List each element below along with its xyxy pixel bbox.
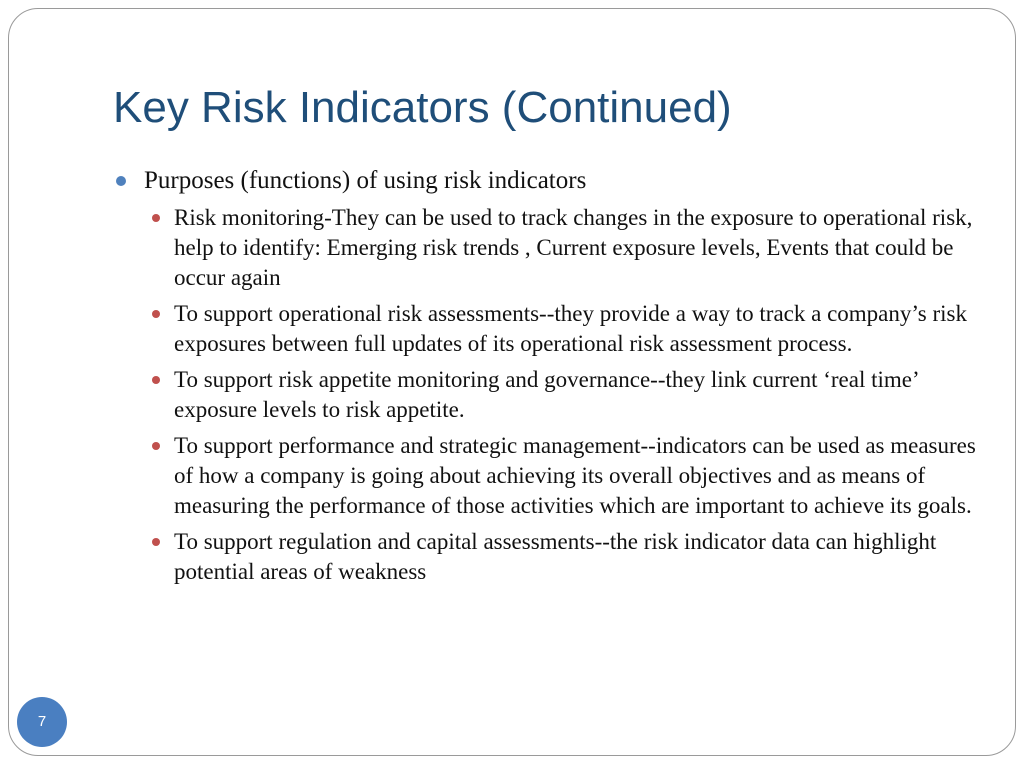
sub-bullet-item (146, 365, 976, 425)
sub-bullet-dot-icon (152, 376, 160, 384)
sub-bullet-item (146, 203, 976, 293)
sub-bullet-text: Risk monitoring-They can be used to track changes in the exposure to operational risk, help to identify: Emerging risk trends , Current exposure levels, Events that could be occur again (174, 205, 973, 290)
sub-bullet-item (146, 527, 976, 587)
slide-content (116, 165, 976, 593)
sub-bullet-text: To support performance and strategic management--indicators can be used as measures of how a company is going about achieving its overall objectives and as means of measuring the performance of those activities which are important to achieve its goals. (174, 433, 976, 518)
bullet-dot-icon (116, 176, 126, 186)
sub-bullet-text: To support risk appetite monitoring and governance--they link current ‘real time’ exposure levels to risk appetite. (174, 367, 918, 422)
sub-bullet-dot-icon (152, 214, 160, 222)
sub-bullet-dot-icon (152, 442, 160, 450)
bullet-text: Purposes (functions) of using risk indicators (144, 167, 587, 194)
sub-bullet-text: To support operational risk assessments--they provide a way to track a company’s risk exposures between full updates of its operational risk assessment process. (174, 301, 967, 356)
sub-bullet-dot-icon (152, 310, 160, 318)
sub-bullet-item (146, 299, 976, 359)
bullet-item (116, 165, 976, 197)
sub-bullet-dot-icon (152, 538, 160, 546)
sub-bullet-list (116, 203, 976, 587)
sub-bullet-item (146, 431, 976, 521)
sub-bullet-text: To support regulation and capital assessments--the risk indicator data can highlight potential areas of weakness (174, 529, 937, 584)
slide-title: Key Risk Indicators (Continued) (113, 83, 732, 132)
page-number-badge: 7 (17, 697, 67, 747)
